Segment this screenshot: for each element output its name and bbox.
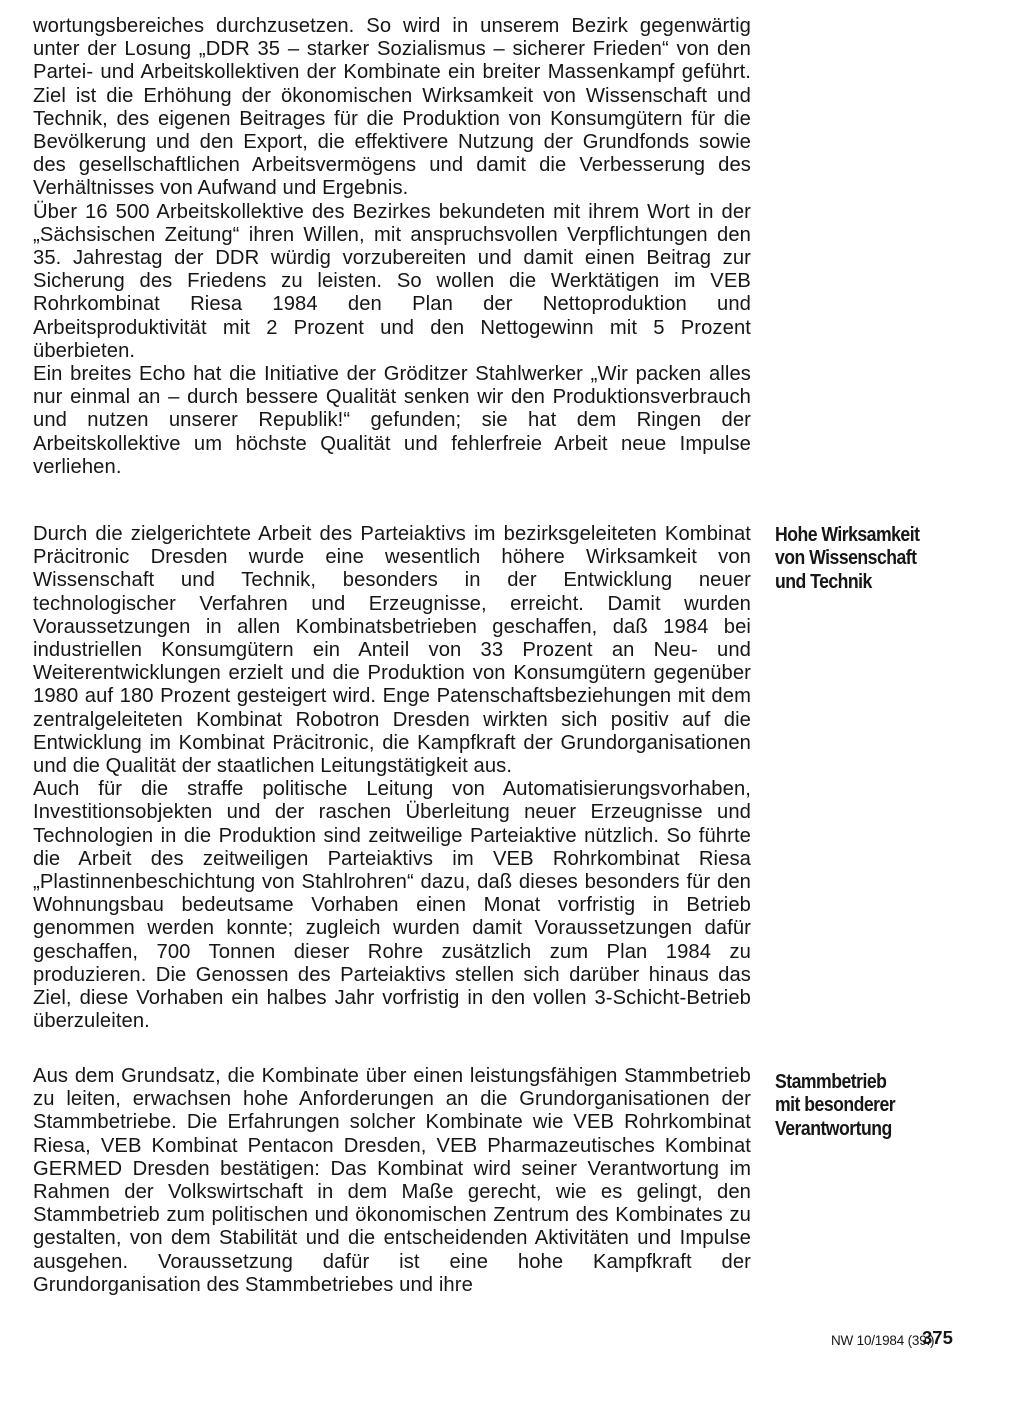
paragraph: Durch die zielgerichtete Arbeit des Parteiaktivs im bezirksgeleiteten Kombinat Präcitronic Dresden wurde eine wesentlich höhere Wirksamkeit von Wissenschaft und Technik, besonders in der Entwicklung neuer technologischer Verfahren und Erzeugnisse, erreicht. Damit wurden Voraussetzungen in allen Kombinatsbetrieben geschaffen, daß 1984 bei industriellen Konsumgütern ein Anteil von 33 Prozent an Neu- und Weiterentwicklungen erzielt und die Produktion von Konsumgütern gegenüber 1980 auf 180 Prozent gesteigert wird. Enge Patenschaftsbeziehungen mit dem zentralgeleiteten Kombinat Robotron Dresden wirkten sich positiv auf die Entwicklung im Kombinat Präcitronic, die Kampfkraft der Grundorganisationen und die Qualität der staatlichen Leitungstätigkeit aus. (33, 523, 751, 778)
text-block-1 (33, 15, 751, 479)
text-block-3 (33, 1065, 751, 1297)
issue-reference: NW 10/1984 (39.) (831, 1333, 935, 1348)
paragraph: Auch für die straffe politische Leitung von Automatisierungsvorhaben, Investitionsobjekten und der raschen Überleitung neuer Erzeugnisse und Technologien in die Produktion sind zeitweilige Parteiaktive nützlich. So führte die Arbeit des zeitweiligen Parteiaktivs im VEB Rohrkombinat Riesa „Plastinnenbeschichtung von Stahlrohren“ dazu, daß dieses besonders für den Wohnungsbau bedeutsame Vorhaben einen Monat vorfristig in Betrieb genommen werden konnte; zugleich wurden damit Voraussetzungen dafür geschaffen, 700 Tonnen dieser Rohre zusätzlich zum Plan 1984 zu produzieren. Die Genossen des Parteiaktivs stellen sich darüber hinaus das Ziel, diese Vorhaben ein halbes Jahr vorfristig in den vollen 3-Schicht-Betrieb überzuleiten. (33, 778, 751, 1033)
paragraph: Ein breites Echo hat die Initiative der Gröditzer Stahlwerker „Wir packen alles nur einmal an – durch bessere Qualität senken wir den Produktionsverbrauch und nutzen unserer Republik!“ gefunden; sie hat dem Ringen der Arbeitskollektive um höchste Qualität und fehlerfreie Arbeit neue Impulse verliehen. (33, 363, 751, 478)
page-number: 375 (922, 1327, 953, 1348)
margin-heading-line: und Technik (775, 569, 872, 593)
margin-heading-line: Verantwortung (775, 1116, 892, 1140)
margin-heading-line: mit besonderer (775, 1093, 896, 1117)
margin-heading-1 (775, 523, 947, 593)
paragraph: wortungsbereiches durchzusetzen. So wird in unserem Bezirk gegenwärtig unter der Losung „DDR 35 – starker Sozialismus – sicherer Frieden“ von den Partei- und Arbeitskollektiven der Kombinate ein breiter Massenkampf geführt. Ziel ist die Erhöhung der ökonomischen Wirksamkeit von Wissenschaft und Technik, des eigenen Beitrages für die Produktion von Konsumgütern für die Bevölkerung und den Export, die effektivere Nutzung der Grundfonds sowie des gesellschaftlichen Arbeitsvermögens und damit die Verbesserung des Verhältnisses von Aufwand und Ergebnis. (33, 15, 751, 200)
margin-heading-line: von Wissenschaft (775, 546, 917, 570)
margin-heading-line: Stammbetrieb (775, 1070, 887, 1093)
margin-heading-2 (775, 1070, 947, 1140)
paragraph: Aus dem Grundsatz, die Kombinate über einen leistungsfähigen Stammbetrieb zu leiten, erwachsen hohe Anforderungen an die Grundorganisationen der Stammbetriebe. Die Erfahrungen solcher Kombinate wie VEB Rohrkombinat Riesa, VEB Kombinat Pentacon Dresden, VEB Pharmazeutisches Kombinat GERMED Dresden bestätigen: Das Kombinat wird seiner Verantwortung im Rahmen der Volkswirtschaft in dem Maße gerecht, wie es gelingt, den Stammbetrieb zum politischen und ökonomischen Zentrum des Kombinates zu gestalten, von dem Stabilität und die entscheidenden Aktivitäten und Impulse ausgehen. Voraussetzung dafür ist eine hohe Kampfkraft der Grundorganisation des Stammbetriebes und ihre (33, 1065, 751, 1296)
margin-heading-line: Hohe Wirksamkeit (775, 523, 920, 546)
text-block-2 (33, 523, 751, 1033)
paragraph: Über 16 500 Arbeitskollektive des Bezirkes bekundeten mit ihrem Wort in der „Sächsischen Zeitung“ ihren Willen, mit anspruchsvollen Verpflichtungen den 35. Jahrestag der DDR würdig vorzubereiten und damit einen Beitrag zur Sicherung des Friedens zu leisten. So wollen die Werktätigen im VEB Rohrkombinat Riesa 1984 den Plan der Nettoproduktion und Arbeitsproduktivität mit 2 Prozent und den Nettogewinn mit 5 Prozent überbieten. (33, 200, 751, 362)
